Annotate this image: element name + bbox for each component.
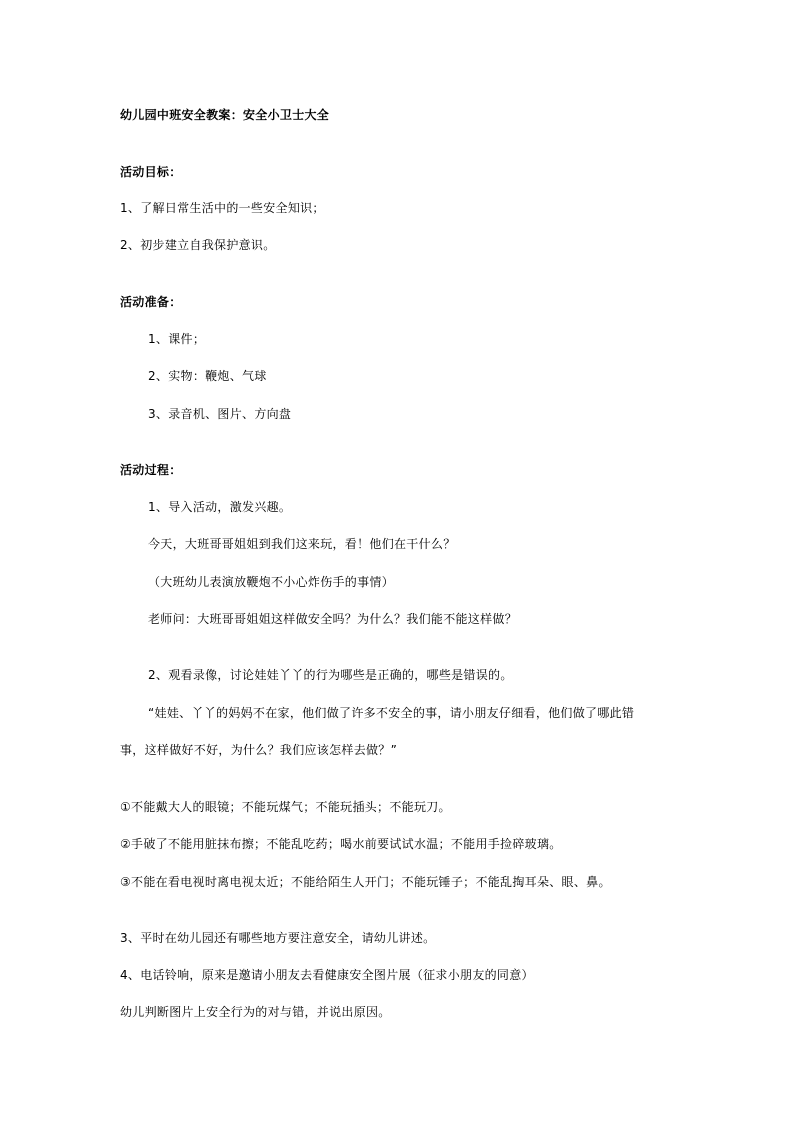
step3-text: 3、平时在幼儿园还有哪些地方要注意安全，请幼儿讲述。: [120, 931, 436, 945]
step2-point: ③不能在看电视时离电视太近；不能给陌生人开门；不能玩锤子；不能乱掏耳朵、眼、鼻。: [120, 875, 611, 889]
step2-quote-line: 事，这样做好不好，为什么？我们应该怎样去做？”: [120, 743, 398, 757]
step2-quote-line: “娃娃、丫丫的妈妈不在家，他们做了许多不安全的事，请小朋友仔细看，他们做了哪此错: [148, 706, 635, 720]
step4-followup-text: 幼儿判断图片上安全行为的对与错，并说出原因。: [120, 1005, 391, 1019]
step2-point: ②手破了不能用脏抹布擦；不能乱吃药；喝水前要试试水温；不能用手捡碎玻璃。: [120, 837, 562, 851]
document-title: 幼儿园中班安全教案：安全小卫士大全: [120, 108, 330, 122]
step1-line: （大班幼儿表演放鞭炮不小心炸伤手的事情）: [148, 575, 395, 589]
step4-text: 4、电话铃响，原来是邀请小朋友去看健康安全图片展（征求小朋友的同意）: [120, 968, 534, 982]
process-heading: 活动过程：: [120, 463, 182, 477]
goal-item: 2、初步建立自我保护意识。: [120, 238, 276, 252]
preparation-item: 2、实物：鞭炮、气球: [148, 369, 267, 383]
step1-line: 老师问：大班哥哥姐姐这样做安全吗？为什么？我们能不能这样做？: [148, 612, 518, 626]
goals-heading: 活动目标：: [120, 165, 182, 179]
preparation-item: 3、录音机、图片、方向盘: [148, 407, 292, 421]
step1-title: 1、导入活动，激发兴趣。: [148, 500, 292, 514]
step2-point: ①不能戴大人的眼镜；不能玩煤气；不能玩插头；不能玩刀。: [120, 800, 451, 814]
step2-title: 2、观看录像，讨论娃娃丫丫的行为哪些是正确的，哪些是错误的。: [148, 668, 513, 682]
goal-item: 1、了解日常生活中的一些安全知识；: [120, 201, 325, 215]
preparation-item: 1、课件；: [148, 332, 206, 346]
step1-line: 今天，大班哥哥姐姐到我们这来玩，看！他们在干什么？: [148, 537, 456, 551]
preparation-heading: 活动准备：: [120, 295, 182, 309]
